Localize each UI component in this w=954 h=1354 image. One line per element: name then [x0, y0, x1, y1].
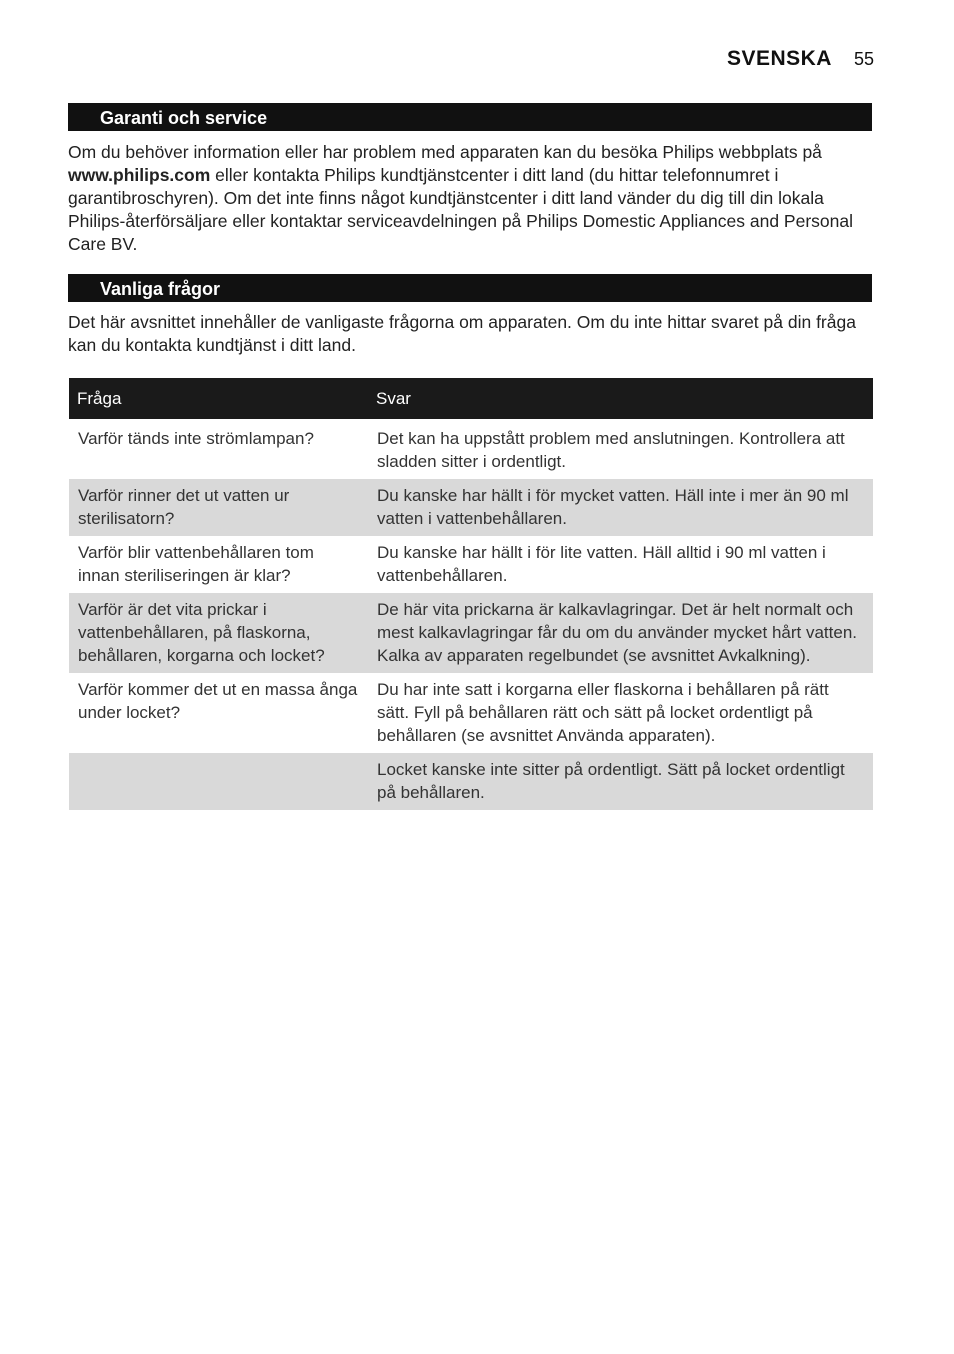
table-row — [69, 593, 873, 673]
faq-table-header — [69, 378, 873, 419]
language-label: SVENSKA — [726, 47, 832, 70]
warranty-paragraph — [68, 141, 872, 256]
table-row — [69, 479, 873, 536]
answer-column-header: Svar — [368, 378, 873, 419]
table-row — [69, 753, 873, 810]
table-row — [69, 536, 873, 593]
warranty-text-after-link: eller kontakta Philips kundtjänstcenter i ditt land (du hittar telefonnumret i garantibroschyren). Om det inte finns något kundtjänstcenter i ditt land vänder du dig till din lokala Philips-återförsäljare eller kontaktar serviceavdelningen på Philips Domestic Appliances and Personal Care BV. — [68, 165, 853, 254]
question-cell: Varför rinner det ut vatten ur sterilisatorn? — [69, 479, 368, 536]
answer-cell: De här vita prickarna är kalkavlagringar. Det är helt normalt och mest kalkavlagringar får du om du använder mycket hårt vatten. Kalka av apparaten regelbundet (se avsnittet Avkalkning). — [368, 593, 873, 673]
answer-cell: Det kan ha uppstått problem med anslutningen. Kontrollera att sladden sitter i ordentligt. — [377, 429, 845, 471]
faq-table — [69, 378, 873, 810]
philips-website-link[interactable]: www.philips.com — [68, 165, 211, 185]
answer-cell: Locket kanske inte sitter på ordentligt. Sätt på locket ordentligt på behållaren. — [368, 753, 873, 810]
answer-cell: Du kanske har hällt i för mycket vatten. Häll inte i mer än 90 ml vatten i vattenbehållaren. — [368, 479, 873, 536]
page-header — [727, 47, 874, 71]
question-column-header: Fråga — [69, 378, 368, 419]
faq-intro: Det här avsnittet innehåller de vanligaste frågorna om apparaten. Om du inte hittar svaret på din fråga kan du kontakta kundtjänst i ditt land. — [68, 312, 856, 355]
warranty-section-title: Garanti och service — [68, 103, 872, 131]
warranty-text-before-link: Om du behöver information eller har problem med apparaten kan du besöka Philips webbplats på — [68, 142, 822, 162]
answer-cell: Du har inte satt i korgarna eller flaskorna i behållaren på rätt sätt. Fyll på behållaren rätt och sätt på locket ordentligt på behållaren (se avsnittet Använda apparaten). — [377, 680, 829, 745]
table-row — [69, 419, 873, 479]
faq-section-title: Vanliga frågor — [68, 274, 872, 302]
question-cell: Varför är det vita prickar i vattenbehållaren, på flaskorna, behållaren, korgarna och locket? — [69, 593, 368, 673]
question-cell — [69, 753, 368, 810]
page-number: 55 — [853, 49, 874, 69]
answer-cell: Du kanske har hällt i för lite vatten. Häll alltid i 90 ml vatten i vattenbehållaren. — [377, 543, 826, 585]
question-cell: Varför tänds inte strömlampan? — [78, 429, 314, 448]
question-cell: Varför blir vattenbehållaren tom innan steriliseringen är klar? — [78, 543, 314, 585]
table-row — [69, 673, 873, 753]
question-cell: Varför kommer det ut en massa ånga under locket? — [78, 680, 358, 722]
